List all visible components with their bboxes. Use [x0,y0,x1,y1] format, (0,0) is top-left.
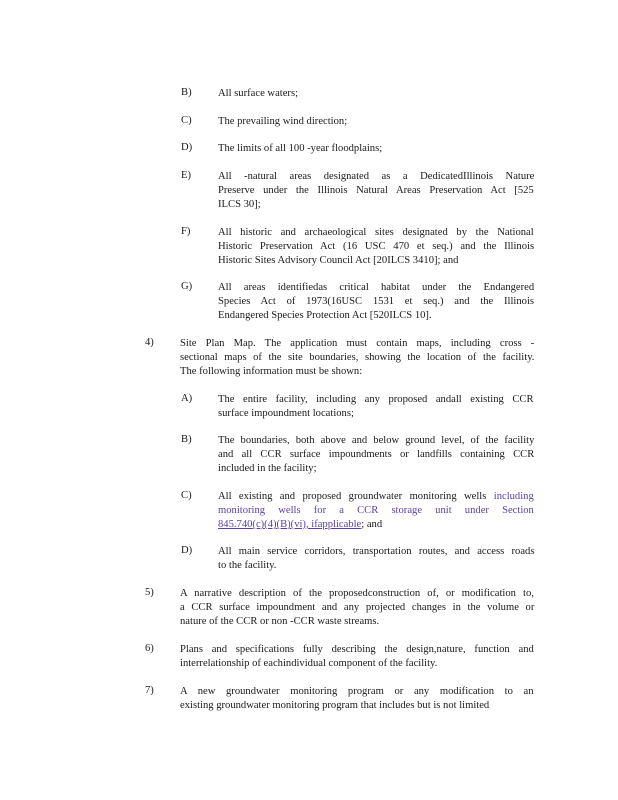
item-label: C) [181,115,192,126]
text-line: surface impoundment locations; [218,408,354,419]
text-line: The following information must be shown: [180,366,363,377]
item-text [218,490,534,532]
item-label: B) [181,87,192,98]
item-label: 6) [145,643,154,654]
text-line: All main service corridors, transportation routes, and access roads [218,546,535,557]
item-text [218,545,534,573]
item-text [218,115,534,129]
text-line: to the facility. [218,560,277,571]
text-plain: All existing and proposed groundwater monitoring wells [218,491,494,502]
text-line: included in the facility; [218,463,317,474]
item-text [180,587,534,629]
text-line: A new groundwater monitoring program or any modification to an [180,686,534,697]
item-label: A) [181,393,193,404]
text-line: The boundaries, both above and below ground level, of the facility [218,435,535,446]
item-label: G) [181,281,193,292]
item-label: B) [181,434,192,445]
text-line: sectional maps of the site boundaries, showing the location of the facility. [180,352,535,363]
text-line: Historic Sites Advisory Council Act [20ILCS 3410]; and [218,255,459,266]
text-line: and all CCR surface impoundments or landfills containing CCR [218,449,535,460]
text-added: 845.740(c)(4)(B)(vi), ifapplicable [218,519,362,530]
text-line: existing groundwater monitoring program that includes but is not limited [180,700,490,711]
text-line: Site Plan Map. The application must contain maps, including cross - [180,338,535,349]
item-text [218,434,534,476]
item-label: E) [181,170,191,181]
item-text [218,170,534,212]
text-line: All historic and archaeological sites designated by the National [218,227,534,238]
item-text [218,281,534,323]
item-label: C) [181,490,192,501]
item-text [180,643,534,671]
text-line: Plans and specifications fully describing the design,nature, function and [180,644,534,655]
item-label: D) [181,142,193,153]
text-line: The limits of all 100 -year floodplains; [218,143,383,154]
text-line: interrelationship of eachindividual component of the facility. [180,658,438,669]
text-line: A narrative description of the proposedconstruction of, or modification to, [180,588,534,599]
text-line: Preserve under the Illinois Natural Areas Preservation Act [525 [218,185,534,196]
text-line: Endangered Species Protection Act [520ILCS 10]. [218,310,432,321]
item-text [218,226,534,268]
text-line: The prevailing wind direction; [218,116,348,127]
item-text [218,393,534,421]
item-label: D) [181,545,193,556]
text-line: Species Act of 1973(16USC 1531 et seq.) and the Illinois [218,296,535,307]
item-label: 5) [145,587,154,598]
text-added: including [493,491,534,502]
text-line: ILCS 30]; [218,199,261,210]
text-added: monitoring wells for a CCR storage unit under Section [218,505,534,516]
text-line: The entire facility, including any proposed andall existing CCR [218,394,534,405]
item-text [180,685,534,713]
text-plain: ; and [361,519,383,530]
item-label: 7) [145,685,154,696]
item-text [218,87,534,101]
item-label: F) [181,226,191,237]
item-text [218,142,534,156]
text-line: All surface waters; [218,88,299,99]
text-line [218,504,534,518]
text-line: a CCR surface impoundment and any projected changes in the volume or [180,602,535,613]
text-line: Historic Preservation Act (16 USC 470 et seq.) and the Illinois [218,241,535,252]
text-line [218,490,534,504]
text-line: All areas identifiedas critical habitat under the Endangered [218,282,535,293]
item-text [180,337,534,379]
text-line: All -natural areas designated as a DedicatedIllinois Nature [218,171,535,182]
text-line [218,518,534,532]
item-label: 4) [145,337,154,348]
text-line: nature of the CCR or non -CCR waste streams. [180,616,380,627]
